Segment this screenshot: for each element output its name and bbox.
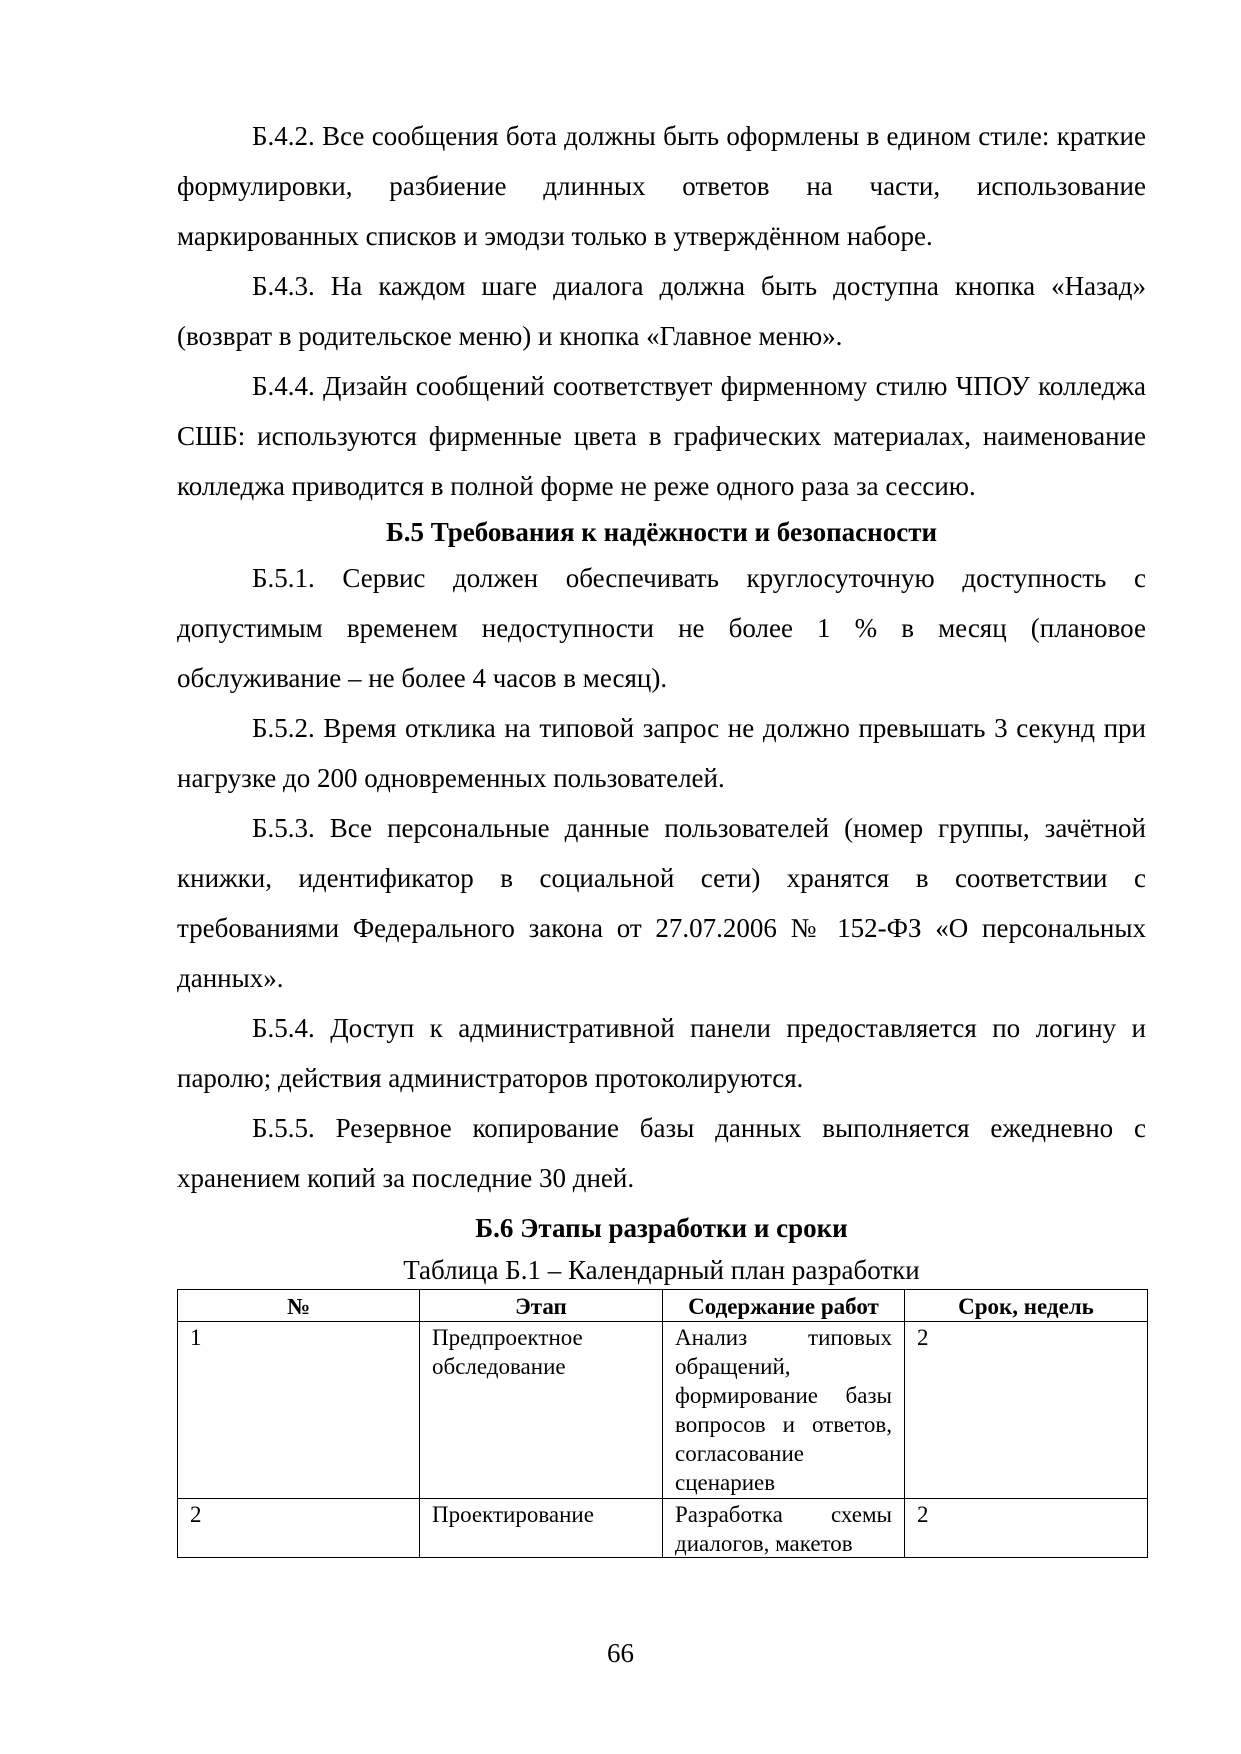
page-content — [177, 111, 1146, 1558]
paragraph-b5-2: Б.5.2. Время отклика на типовой запрос не должно превышать 3 секунд при нагрузке до 200 одновременных пользователей. — [177, 713, 1146, 793]
table-row — [178, 1322, 1148, 1499]
paragraph-b5-5: Б.5.5. Резервное копирование базы данных выполняется ежедневно с хранением копий за последние 30 дней. — [177, 1113, 1146, 1193]
table-caption: Таблица Б.1 – Календарный план разработки — [403, 1255, 920, 1285]
cell-content-text: Разработка схемы диалогов, макетов — [675, 1502, 892, 1556]
table-row — [178, 1499, 1148, 1558]
cell-duration — [905, 1499, 1148, 1558]
schedule-table — [177, 1289, 1148, 1558]
column-header-duration: Срок, недель — [905, 1290, 1148, 1322]
cell-number-text: 2 — [190, 1502, 202, 1527]
paragraph-b5-1: Б.5.1. Сервис должен обеспечивать круглосуточную доступность с допустимым временем недоступности не более 1 % в месяц (плановое обслуживание – не более 4 часов в месяц). — [177, 563, 1146, 693]
cell-duration-text: 2 — [917, 1502, 929, 1527]
cell-duration: 2 — [905, 1322, 1148, 1499]
column-header-stage: Этап — [420, 1290, 663, 1322]
cell-number: 1 — [178, 1322, 420, 1499]
section-heading-b6: Б.6 Этапы разработки и сроки — [475, 1213, 848, 1243]
paragraph-b5-3: Б.5.3. Все персональные данные пользователей (номер группы, зачётной книжки, идентификатор в социальной сети) хранятся в соответствии с требованиями Федерального закона от 27.07.2006 № 152-ФЗ «О персональных данных». — [177, 813, 1146, 993]
cell-content — [663, 1499, 905, 1558]
column-header-number: № — [178, 1290, 420, 1322]
cell-number — [178, 1499, 420, 1558]
paragraph-b5-4: Б.5.4. Доступ к административной панели предоставляется по логину и паролю; действия администраторов протоколируются. — [177, 1013, 1146, 1093]
cell-stage: Предпроектное обследование — [420, 1322, 663, 1499]
paragraph-b4-2: Б.4.2. Все сообщения бота должны быть оформлены в едином стиле: краткие формулировки, разбиение длинных ответов на части, использование маркированных списков и эмодзи только в утверждённом наборе. — [177, 121, 1146, 251]
paragraph-b4-3: Б.4.3. На каждом шаге диалога должна быть доступна кнопка «Назад» (возврат в родительское меню) и кнопка «Главное меню». — [177, 271, 1146, 351]
cell-stage — [420, 1499, 663, 1558]
cell-stage-text: Проектирование — [432, 1502, 594, 1527]
cell-content: Анализ типовых обращений, формирование базы вопросов и ответов, согласование сценариев — [663, 1322, 905, 1499]
paragraph-b4-4: Б.4.4. Дизайн сообщений соответствует фирменному стилю ЧПОУ колледжа СШБ: используются фирменные цвета в графических материалах, наименование колледжа приводится в полной форме не реже одного раза за сессию. — [177, 371, 1146, 501]
page-number: 66 — [607, 1638, 634, 1668]
section-heading-b5: Б.5 Требования к надёжности и безопасности — [385, 517, 938, 547]
column-header-content: Содержание работ — [663, 1290, 905, 1322]
table-header-row — [178, 1290, 1148, 1322]
